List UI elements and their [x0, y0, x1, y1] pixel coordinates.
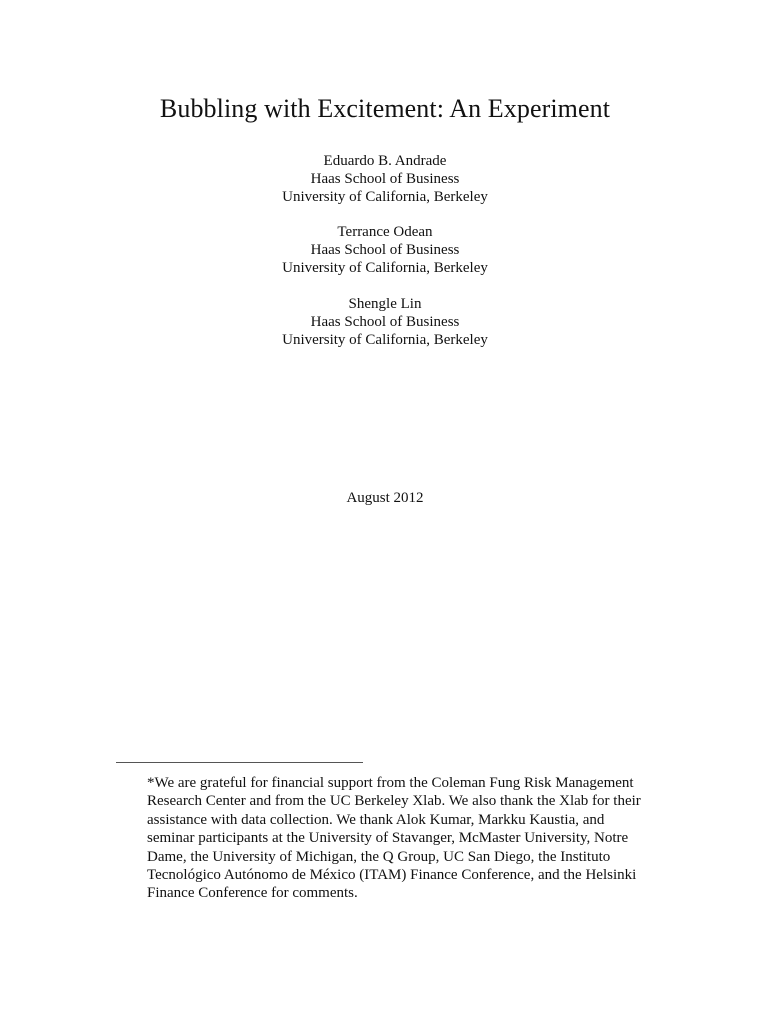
author-school: Haas School of Business — [310, 171, 460, 187]
author-block-andrade — [0, 152, 770, 206]
paper-title: Bubbling with Excitement: An Experiment — [159, 94, 611, 123]
footnote-line: assistance with data collection. We thank Alok Kumar, Markku Kaustia, and — [147, 811, 605, 828]
footnote-line: *We are grateful for financial support from the Coleman Fung Risk Management — [147, 775, 634, 791]
author-university: University of California, Berkeley — [282, 260, 488, 276]
author-university: University of California, Berkeley — [282, 189, 488, 205]
author-name: Terrance Odean — [337, 224, 433, 240]
author-block-lin — [0, 295, 770, 349]
footnote-separator — [116, 762, 363, 763]
footnote-line: seminar participants at the University of Stavanger, McMaster University, Notre — [147, 830, 629, 847]
author-block-odean — [0, 223, 770, 277]
author-university: University of California, Berkeley — [282, 332, 488, 348]
footnote-line: Research Center and from the UC Berkeley Xlab. We also thank the Xlab for their — [147, 793, 641, 810]
footnote-line: Finance Conference for comments. — [147, 885, 358, 902]
author-name: Eduardo B. Andrade — [323, 153, 447, 169]
acknowledgement-footnote — [147, 774, 667, 903]
author-name: Shengle Lin — [348, 296, 422, 312]
paper-date: August 2012 — [346, 490, 424, 506]
footnote-line: Tecnológico Autónomo de México (ITAM) Finance Conference, and the Helsinki — [147, 867, 637, 884]
author-school: Haas School of Business — [310, 314, 460, 330]
author-school: Haas School of Business — [310, 242, 460, 258]
footnote-line: Dame, the University of Michigan, the Q Group, UC San Diego, the Instituto — [147, 848, 611, 865]
